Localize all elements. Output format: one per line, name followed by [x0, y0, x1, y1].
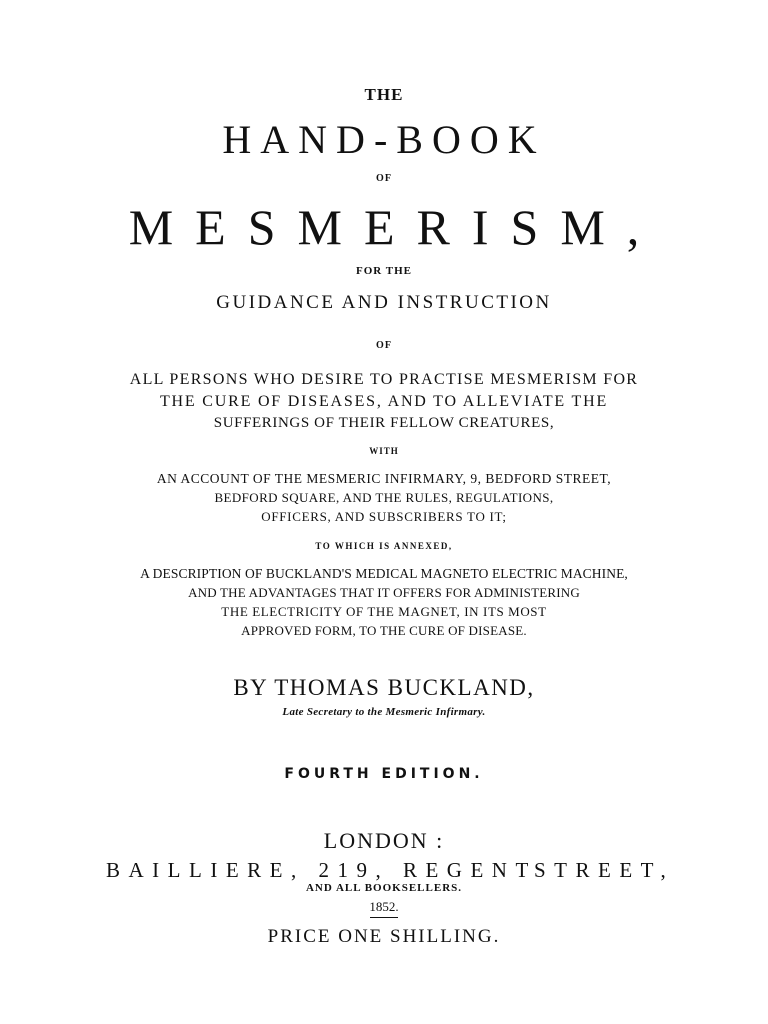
description-line-3: THE ELECTRICITY OF THE MAGNET, IN ITS MOST — [221, 604, 547, 619]
account-line-2: BEDFORD SQUARE, AND THE RULES, REGULATIONS, — [214, 490, 554, 505]
account-line-3: OFFICERS, AND SUBSCRIBERS TO IT; — [261, 509, 507, 524]
title-of-1: OF — [376, 173, 392, 184]
description-line-2: AND THE ADVANTAGES THAT IT OFFERS FOR ADMINISTERING — [188, 585, 580, 600]
guidance-line: GUIDANCE AND INSTRUCTION — [216, 292, 552, 313]
price: PRICE ONE SHILLING. — [267, 926, 501, 947]
booksellers: AND ALL BOOKSELLERS. — [305, 882, 463, 894]
title-the: THE — [364, 85, 404, 104]
title-mesmerism: MESMERISM, — [128, 199, 662, 255]
edition: FOURTH EDITION. — [284, 766, 484, 782]
annexed: TO WHICH IS ANNEXED, — [315, 541, 453, 551]
persons-line-3: SUFFERINGS OF THEIR FELLOW CREATURES, — [213, 415, 555, 431]
divider-rule — [370, 917, 398, 918]
publisher-right: STREET, — [534, 858, 675, 882]
city: LONDON : — [323, 828, 445, 853]
account-line-1: AN ACCOUNT OF THE MESMERIC INFIRMARY, 9, BEDFORD STREET, — [156, 471, 612, 486]
description-line-4: APPROVED FORM, TO THE CURE OF DISEASE. — [241, 623, 527, 638]
with: WITH — [369, 446, 399, 456]
publisher-line — [0, 860, 768, 882]
author-line: BY THOMAS BUCKLAND, — [233, 675, 535, 700]
author-note: Late Secretary to the Mesmeric Infirmary. — [282, 706, 486, 718]
description-line-1: A DESCRIPTION OF BUCKLAND'S MEDICAL MAGNETO ELECTRIC MACHINE, — [140, 566, 628, 581]
publisher-left: BAILLIERE, 219, REGENT — [106, 858, 537, 882]
for-the: FOR THE — [355, 265, 412, 277]
title-handbook: HAND-BOOK — [222, 117, 546, 162]
of-2: OF — [376, 340, 392, 351]
year: 1852. — [369, 899, 399, 914]
persons-line-2: THE CURE OF DISEASES, AND TO ALLEVIATE THE — [159, 393, 609, 410]
persons-line-1: ALL PERSONS WHO DESIRE TO PRACTISE MESMERISM FOR — [129, 371, 639, 388]
